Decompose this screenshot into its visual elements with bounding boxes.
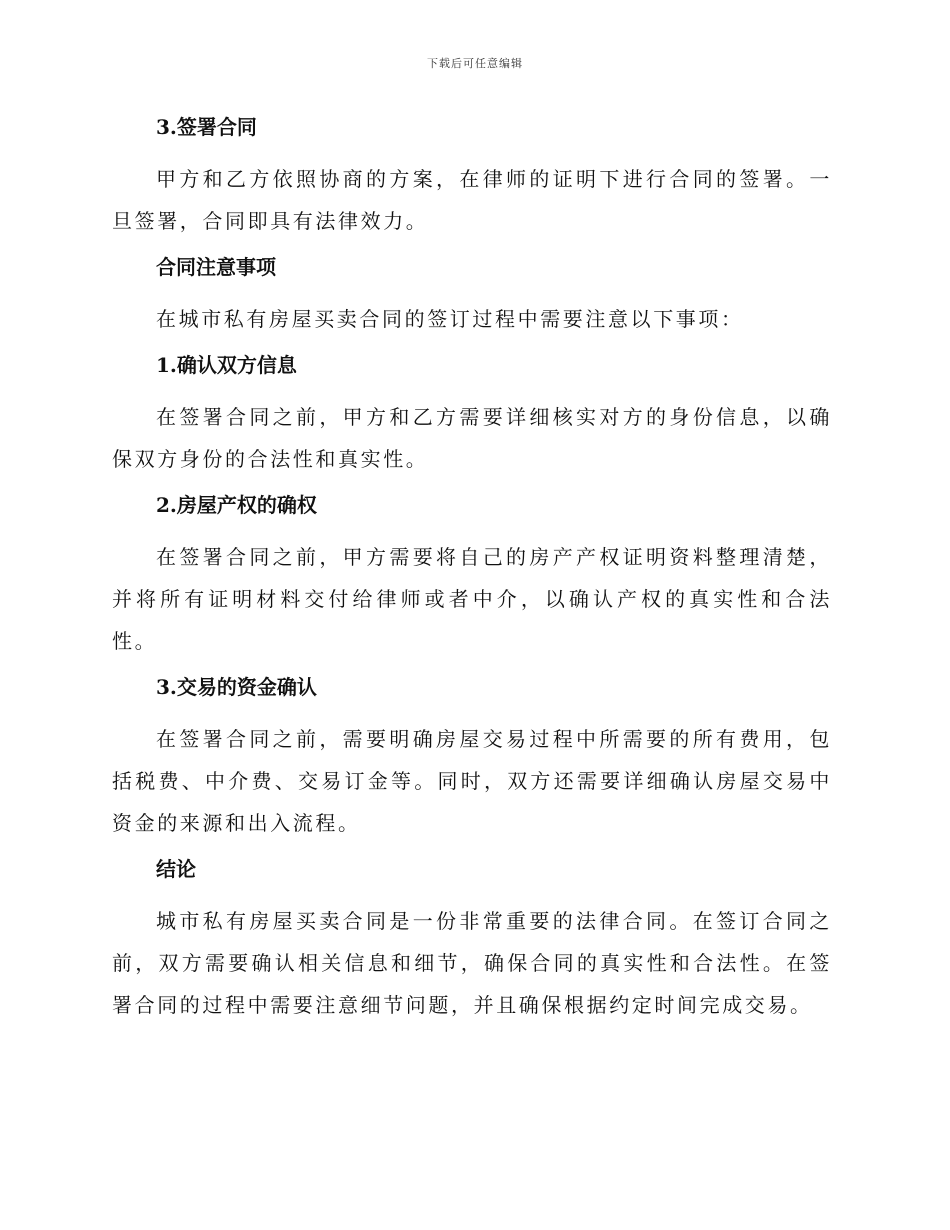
document-body: [112, 110, 832, 1034]
page-header-note: 下载后可任意编辑: [427, 57, 523, 70]
section-heading-funds-confirmation: 3.交易的资金确认: [156, 675, 317, 699]
paragraph-funds-confirmation: 在签署合同之前，需要明确房屋交易过程中所需要的所有费用，包括税费、中介费、交易订金等。同时，双方还需要详细确认房屋交易中资金的来源和出入流程。: [112, 727, 832, 835]
section-heading-property-rights: 2.房屋产权的确权: [156, 493, 317, 517]
section-heading-sign-contract: 3.签署合同: [156, 115, 257, 139]
paragraph-conclusion: 城市私有房屋买卖合同是一份非常重要的法律合同。在签订合同之前，双方需要确认相关信息和细节，确保合同的真实性和合法性。在签署合同的过程中需要注意细节问题，并且确保根据约定时间完成交易。: [112, 909, 832, 1017]
section-heading-confirm-identity: 1.确认双方信息: [156, 353, 297, 377]
section-heading-contract-notes: 合同注意事项: [156, 255, 276, 279]
paragraph-contract-notes-intro: 在城市私有房屋买卖合同的签订过程中需要注意以下事项：: [156, 307, 744, 331]
paragraph-property-rights: 在签署合同之前，甲方需要将自己的房产产权证明资料整理清楚，并将所有证明材料交付给律师或者中介，以确认产权的真实性和合法性。: [112, 545, 832, 653]
section-heading-conclusion: 结论: [156, 857, 196, 881]
paragraph-confirm-identity: 在签署合同之前，甲方和乙方需要详细核实对方的身份信息，以确保双方身份的合法性和真实性。: [112, 405, 832, 471]
paragraph-sign-contract: 甲方和乙方依照协商的方案，在律师的证明下进行合同的签署。一旦签署，合同即具有法律效力。: [112, 167, 832, 233]
